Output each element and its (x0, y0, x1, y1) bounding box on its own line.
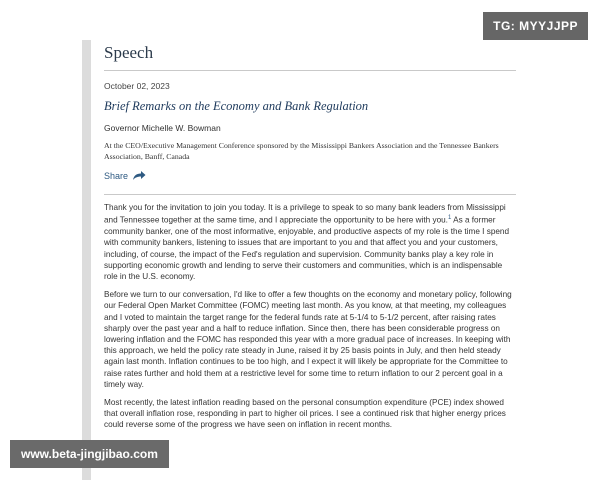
paragraph-1: Thank you for the invitation to join you today. It is a privilege to speak to so many bank leaders from Mississippi and Tennessee together at the same time, and I appreciate the opportunity to be here with you.$^1$ As a former community banker, one of the most informative, enjoyable, and productive aspects of my role is the time I spend with community bankers, listening to issues that are important to you and that affect you and your customers, including, of course, the impact of the Fed's regulation and supervision. Community banks play a key role in supporting economic growth and lending to serve their customers and communities, which is an indispensable role in the U.S. economy. (104, 203, 510, 281)
header-divider (104, 70, 516, 71)
speech-article (104, 40, 516, 438)
speech-title: Brief Remarks on the Economy and Bank Regulation (104, 99, 369, 113)
watermark-bottom: www.beta-jingjibao.com (10, 440, 169, 468)
left-sidebar-rail (82, 40, 91, 480)
paragraph-2: Before we turn to our conversation, I'd like to offer a few thoughts on the economy and monetary policy, following our Federal Open Market Committee (FOMC) meeting last month. As you know, at that meeting, my colleagues and I voted to maintain the target range for the federal funds rate at 5-1/4 to 5-1/2 percent, after raising rates sharply over the past year and a half to reduce inflation. Since then, there has been considerable progress on lowering inflation and the FOMC has responded this year with a more gradual pace of increases. In keeping with this approach, we held the policy rate steady in June, raised it by 25 basis points in July, and then held steady again last month. Inflation continues to be too high, and I expect it will likely be appropriate for the Committee to raise rates further and hold them at a restrictive level for some time to return inflation to our 2 percent goal in a timely way. (104, 290, 512, 389)
watermark-top: TG: MYYJJPP (483, 12, 588, 40)
share-button[interactable] (104, 170, 516, 181)
speech-date: October 02, 2023 (104, 81, 170, 91)
speaker-name: Governor Michelle W. Bowman (104, 123, 221, 133)
speech-venue: At the CEO/Executive Management Conference sponsored by the Mississippi Bankers Association and the Tennessee Bankers Association, Banff, Canada (104, 141, 499, 161)
share-arrow-icon (132, 170, 146, 181)
content-divider (104, 194, 516, 195)
section-label: Speech (104, 43, 154, 62)
speech-body (104, 202, 516, 431)
footnote-link[interactable]: 1 (447, 215, 452, 222)
paragraph-3: Most recently, the latest inflation reading based on the personal consumption expenditure (PCE) index showed that overall inflation rose, responding in part to higher oil prices. I see a continued risk that higher energy prices could reverse some of the progress we have seen on inflation in recent months. (104, 397, 506, 430)
share-label: Share (104, 170, 129, 181)
